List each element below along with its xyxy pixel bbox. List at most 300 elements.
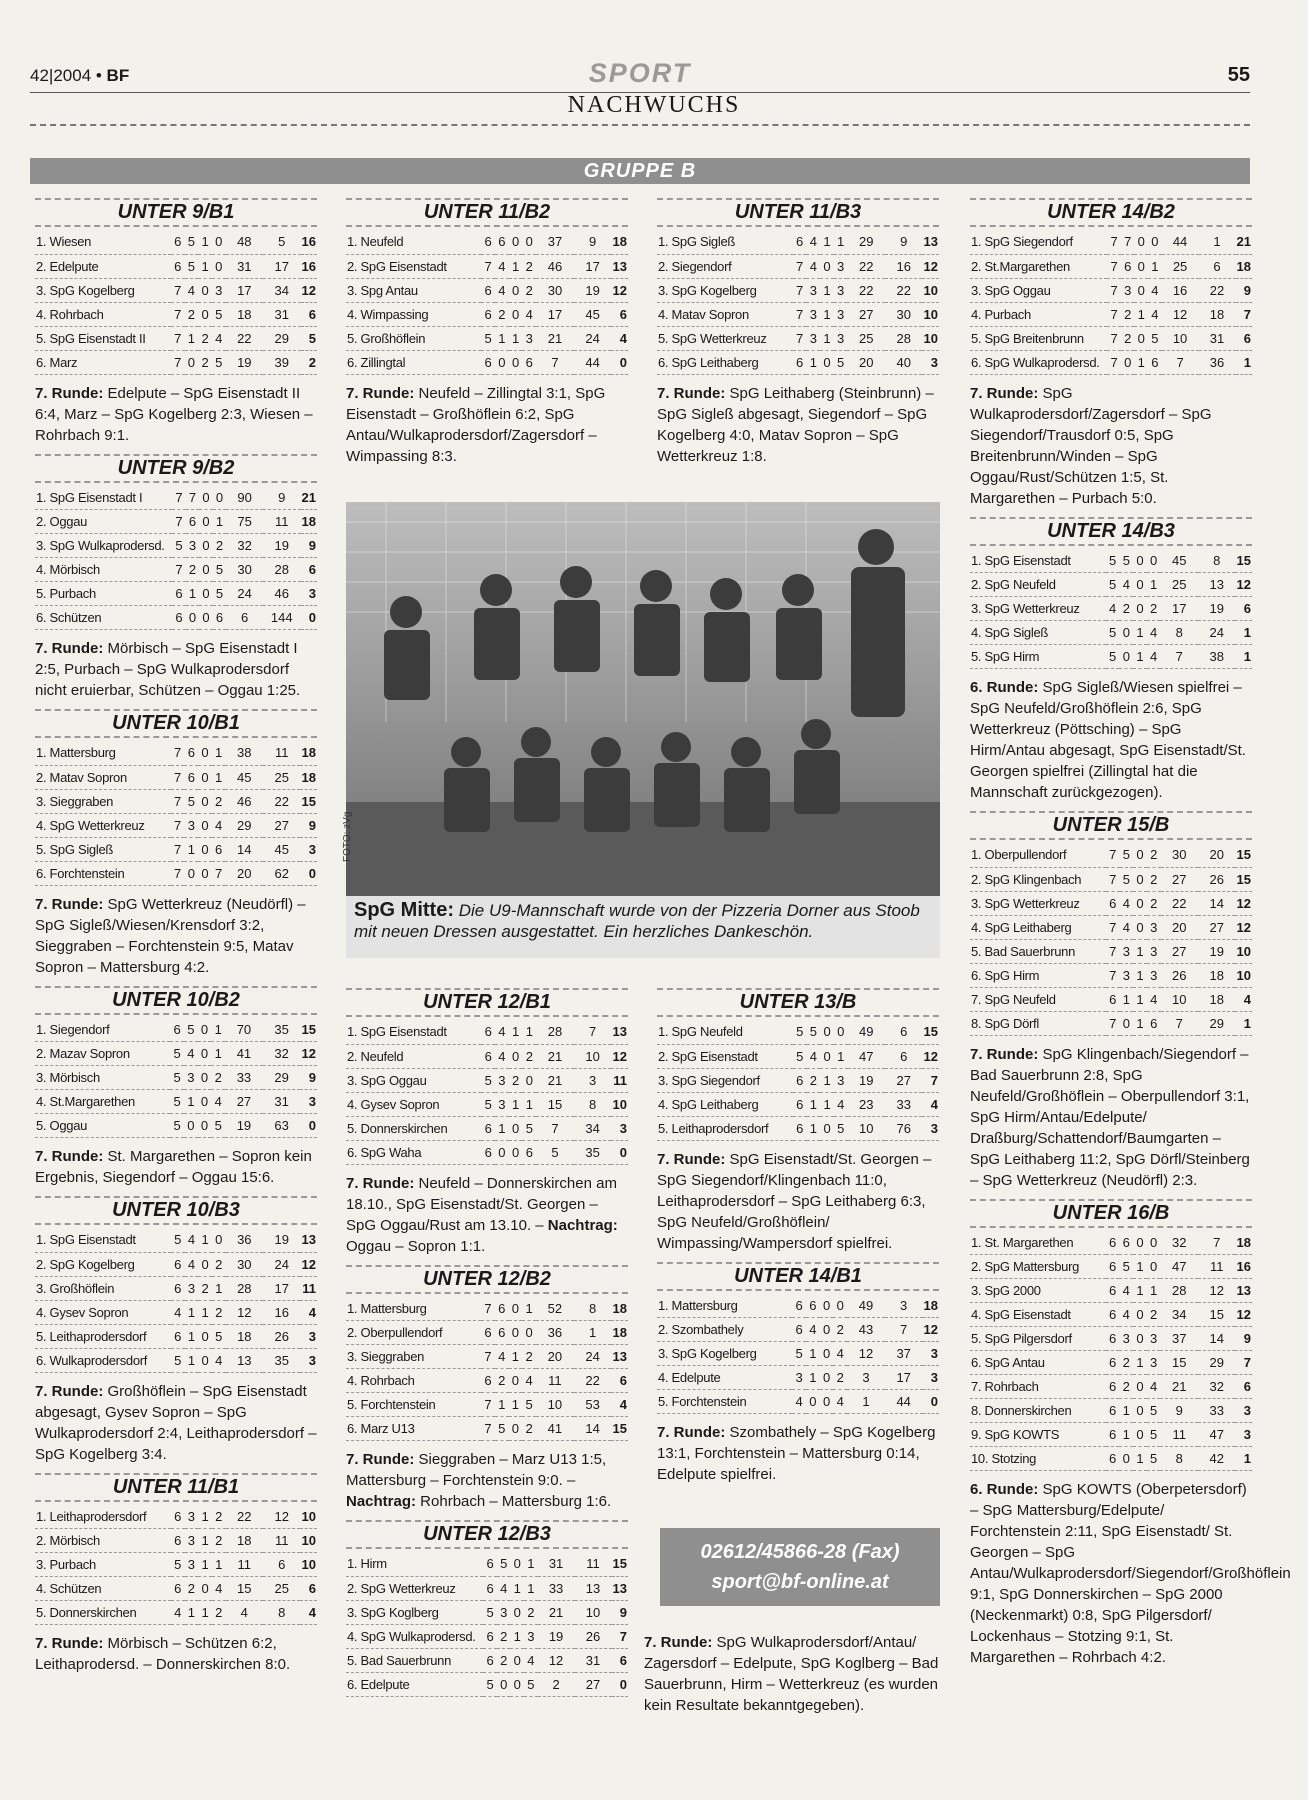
games: 5 [172,534,186,558]
goals-for: 11 [226,1553,263,1577]
team-name: 1. Wiesen [35,230,171,254]
table-row [35,1228,317,1252]
goals-for: 33 [538,1576,575,1600]
draws: 1 [509,1345,523,1369]
team-name: 1. SpG Eisenstadt [346,1020,481,1044]
points: 3 [300,1090,317,1114]
games: 6 [1106,1375,1120,1399]
team-name: 5. SpG Pilgersdorf [970,1327,1106,1351]
games: 5 [171,1553,185,1577]
standings-table [970,549,1252,670]
wins: 4 [806,254,820,278]
results-text [657,383,939,467]
goals-for: 23 [848,1092,885,1116]
points: 1 [1235,1447,1252,1471]
goals-against: 19 [263,534,301,558]
losses: 1 [212,1276,226,1300]
draws: 0 [198,1066,212,1090]
table-row [35,558,317,582]
goals-for: 10 [536,1393,574,1417]
table-row [970,1423,1252,1447]
points: 16 [1235,1255,1252,1279]
league-block [35,986,317,1189]
results-text [35,1633,317,1675]
standings-table [346,1297,628,1442]
draws: 0 [199,534,213,558]
standings-table [35,1018,317,1139]
points: 21 [301,486,318,510]
points: 3 [300,837,317,861]
games: 6 [171,1505,185,1529]
team-name: 5. Leithaprodersdorf [35,1324,171,1348]
subsection-title: NACHWUCHS [567,92,741,118]
points: 4 [611,1393,628,1417]
goals-against: 9 [574,230,612,254]
round-label: 7. Runde: [346,384,415,402]
goals-against: 47 [1198,1423,1236,1447]
table-row [657,1342,939,1366]
table-row [657,254,939,278]
points: 10 [1235,963,1252,987]
goals-against: 29 [1198,1351,1236,1375]
points: 11 [611,1068,628,1092]
table-row [970,867,1252,891]
contact-email[interactable]: sport@bf-online.at [711,1571,889,1593]
team-name: 3. SpG Kogelberg [657,1342,792,1366]
goals-for: 32 [1160,1231,1198,1255]
draws: 0 [1133,1399,1147,1423]
table-row [657,1390,939,1414]
draws: 0 [198,861,212,885]
league-block [657,1262,939,1486]
results-text [35,638,317,701]
goals-for: 17 [226,278,263,302]
draws: 1 [820,302,834,326]
table-row [35,1553,317,1577]
table-row [657,1366,939,1390]
games: 3 [792,1366,806,1390]
games: 7 [171,741,185,765]
wins: 0 [184,861,198,885]
draws: 0 [1133,1423,1147,1447]
wins: 5 [1120,867,1134,891]
league-block [970,811,1252,1191]
table-row [346,326,628,350]
goals-for: 18 [226,302,263,326]
draws: 0 [509,1297,523,1321]
games: 7 [171,765,185,789]
results-body: SpG Sigleß/Wiesen spielfrei – SpG Neufeld/Großhöflein 2:6, SpG Wetterkreuz (Pöttsching) – SpG Hirm/Antau abgesagt, SpG Eisenstadt/St. Georgen spielfrei (Zillingtal hat die Mannschaft zurückgezogen). [970,679,1246,801]
losses: 0 [212,1228,226,1252]
standings-table [35,1505,317,1626]
goals-for: 7 [536,1116,574,1140]
goals-for: 5 [536,1140,574,1164]
round-label: 7. Runde: [657,1150,726,1168]
results-body: SpG Wulkaprodersdorf/Zagersdorf – SpG Siegendorf/Trausdorf 0:5, SpG Breitenbrunn/Winden – SpG Oggau/Rust/Schützen 1:5, St. Margarethen – Purbach 5:0. [970,384,1212,507]
wins: 6 [184,741,198,765]
goals-against: 27 [1198,915,1235,939]
points: 12 [300,1252,317,1276]
points: 18 [611,230,628,254]
wins: 3 [1120,939,1134,963]
games: 7 [1106,1011,1120,1035]
games: 6 [483,1624,497,1648]
results-body: SpG KOWTS (Oberpetersdorf) – SpG Mattersburg/Edelpute/ Forchtenstein 2:11, SpG Eisenstadt/ St. Georgen – SpG Antau/Wulkaprodersdorf/Siegendorf/Großhöflein 9:1, SpG Donnerskirchen – SpG 2000 (Neckenmarkt) 0:8, SpG Pilgersdorf/ Lockenhaus – Stotzing 9:1, St. Margarethen – Rohrbach 4:2. [970,1481,1291,1666]
wins: 5 [184,789,198,813]
losses: 1 [522,1297,536,1321]
goals-for: 11 [1160,1423,1198,1447]
draws: 0 [198,1324,212,1348]
goals-against: 53 [574,1393,612,1417]
league-title: UNTER 11/B2 [346,198,628,227]
wins: 1 [185,1300,199,1324]
losses: 1 [212,741,226,765]
points: 12 [922,254,939,278]
losses: 2 [1147,1303,1161,1327]
wins: 5 [1120,843,1134,867]
round-label: 7. Runde: [970,384,1039,402]
table-row [35,350,317,374]
games: 5 [1106,621,1120,645]
goals-against: 39 [263,350,300,374]
results-text [657,1149,939,1254]
goals-against: 28 [263,558,301,582]
team-name: 4. Schützen [35,1577,171,1601]
games: 7 [481,1345,495,1369]
goals-against: 22 [263,789,301,813]
team-name: 2. Mörbisch [35,1529,171,1553]
goals-for: 12 [538,1648,575,1672]
wins: 2 [495,1369,509,1393]
wins: 5 [1119,549,1133,573]
results-text [35,383,317,446]
goals-against: 45 [263,837,301,861]
games: 4 [171,1300,185,1324]
goals-for: 30 [1161,843,1198,867]
losses: 1 [522,1020,536,1044]
league-block [346,988,628,1257]
goals-against: 24 [1198,621,1236,645]
goals-against: 17 [263,1276,300,1300]
table-row [35,765,317,789]
games: 5 [1106,549,1120,573]
results-body: SpG Wetterkreuz (Neudörfl) – SpG Sigleß/Wiesen/Krensdorf 3:2, Sieggraben – Forchtenstein 9:5, Matav Sopron – Mattersburg 4:2. [35,895,306,976]
points: 15 [612,1552,629,1576]
team-name: 6. Marz [35,350,171,374]
wins: 5 [184,1018,198,1042]
games: 6 [171,1577,185,1601]
points: 0 [300,1114,317,1138]
team-name: 2. Neufeld [346,1044,481,1068]
draws: 1 [1133,1255,1147,1279]
wins: 1 [1119,1423,1133,1447]
goals-against: 6 [1199,254,1236,278]
draws: 1 [509,254,523,278]
draws: 1 [510,1624,524,1648]
points: 0 [611,350,628,374]
losses: 3 [524,1624,538,1648]
losses: 0 [833,1294,847,1318]
points: 13 [611,1020,628,1044]
table-row [35,1348,317,1372]
wins: 4 [497,1576,511,1600]
team-name: 5. SpG Hirm [970,645,1106,669]
games: 7 [1106,867,1120,891]
goals-against: 20 [1198,843,1235,867]
standings-table [657,1294,939,1415]
goals-against: 9 [885,230,923,254]
losses: 1 [834,1044,848,1068]
draws: 0 [509,1369,523,1393]
losses: 4 [211,1090,225,1114]
team-name: 3. SpG Wetterkreuz [970,891,1106,915]
table-row [346,1020,628,1044]
points: 0 [612,1672,629,1696]
goals-against: 14 [574,1417,612,1441]
team-name: 1. St. Margarethen [970,1231,1106,1255]
league-block [35,709,317,978]
points: 9 [1236,278,1253,302]
draws: 0 [820,1390,834,1414]
team-name: 9. SpG KOWTS [970,1423,1106,1447]
games: 7 [172,486,186,510]
team-name: 5. SpG Eisenstadt II [35,326,171,350]
page-number: 55 [1227,64,1250,86]
table-row [346,1044,628,1068]
goals-for: 22 [226,1505,263,1529]
losses: 1 [211,1042,225,1066]
results-text [346,383,628,467]
results-text [35,1146,317,1188]
points: 13 [612,1576,629,1600]
contact-fax[interactable]: 02612/45866-28 (Fax) [700,1541,900,1563]
goals-for: 8 [1160,621,1198,645]
draws: 0 [199,486,213,510]
points: 10 [611,1092,628,1116]
league-block [970,198,1252,509]
table-row [970,1399,1252,1423]
goals-for: 12 [847,1342,885,1366]
goals-for: 46 [225,789,263,813]
games: 7 [793,254,807,278]
wins: 0 [184,1114,198,1138]
losses: 2 [1147,597,1161,621]
draws: 0 [1133,1231,1147,1255]
games: 6 [1106,1399,1120,1423]
team-name: 8. SpG Dörfl [970,1011,1106,1035]
points: 18 [1236,254,1253,278]
losses: 5 [1147,1399,1161,1423]
goals-for: 37 [1160,1327,1198,1351]
goals-for: 17 [536,302,574,326]
wins: 2 [497,1624,511,1648]
losses: 3 [1147,915,1161,939]
wins: 1 [806,350,820,374]
league-block [35,454,317,702]
points: 15 [300,1018,317,1042]
games: 5 [171,1228,185,1252]
draws: 1 [820,1068,834,1092]
draws: 0 [1134,278,1148,302]
team-name: 3. Großhöflein [35,1276,171,1300]
goals-for: 36 [536,1321,574,1345]
losses: 4 [212,1577,226,1601]
wins: 0 [806,1390,820,1414]
games: 7 [793,278,807,302]
wins: 4 [1119,573,1133,597]
goals-for: 19 [848,1068,885,1092]
results-body: Neufeld – Zillingtal 3:1, SpG Eisenstadt – Großhöflein 6:2, SpG Antau/Wulkaprodersdorf/Zagersdorf – Wimpassing 8:3. [346,384,606,465]
losses: 4 [834,1092,848,1116]
losses: 0 [212,254,226,278]
goals-against: 22 [885,278,923,302]
goals-for: 20 [1161,915,1198,939]
league-block [35,1196,317,1465]
team-name: 10. Stotzing [970,1447,1106,1471]
round-label: 6. Runde: [970,679,1039,696]
round-label: 7. Runde: [346,1174,415,1192]
standings-table [970,843,1252,1036]
losses: 1 [1148,254,1162,278]
round-label: 6. Runde: [970,1481,1039,1498]
wins: 1 [184,1090,198,1114]
table-row [35,1042,317,1066]
points: 13 [1235,1279,1252,1303]
games: 6 [172,606,186,630]
photo-caption [346,896,940,958]
points: 13 [611,254,628,278]
points: 0 [923,1390,939,1414]
draws: 0 [1133,843,1147,867]
losses: 5 [1147,1423,1161,1447]
goals-for: 25 [1160,573,1198,597]
team-name: 1. Neufeld [346,230,481,254]
goals-for: 22 [226,326,263,350]
wins: 0 [186,606,200,630]
draws: 1 [509,1393,523,1417]
goals-for: 28 [536,1020,574,1044]
losses: 0 [1147,1231,1161,1255]
draws: 1 [1134,350,1148,374]
games: 7 [1106,939,1120,963]
results-body: SpG Wulkaprodersdorf/Antau/ Zagersdorf – Edelpute, SpG Koglberg – Bad Sauerbrunn, Hirm – Wetterkreuz (es wurden kein Resultate bekanntgegeben). [644,1634,939,1714]
games: 7 [1107,302,1121,326]
points: 18 [300,765,317,789]
wins: 1 [495,1393,509,1417]
games: 5 [481,1068,495,1092]
wins: 2 [1119,1375,1133,1399]
standings-table [657,1020,939,1141]
goals-for: 44 [1162,230,1199,254]
goals-against: 19 [1198,597,1236,621]
photo-credit: FOTO: zVg [342,811,353,862]
team-name: 6. SpG Waha [346,1140,481,1164]
table-row [346,1140,628,1164]
results-body: Großhöflein – SpG Eisenstadt abgesagt, Gysev Sopron – SpG Wulkaprodersdorf 2:4, Leithaprodersdorf – SpG Kogelberg 3:4. [35,1382,317,1463]
wins: 3 [1120,963,1134,987]
goals-against: 11 [263,741,301,765]
table-row [346,1600,628,1624]
losses: 4 [522,1369,536,1393]
games: 6 [481,1044,495,1068]
goals-for: 28 [1160,1279,1198,1303]
goals-against: 16 [263,1300,300,1324]
draws: 0 [1133,1375,1147,1399]
losses: 6 [213,606,227,630]
goals-for: 21 [538,1600,575,1624]
goals-for: 31 [226,254,263,278]
table-row [35,1577,317,1601]
points: 9 [301,534,318,558]
wins: 2 [186,558,200,582]
team-name: 3. SpG Wulkaprodersd. [35,534,172,558]
games: 5 [481,1092,495,1116]
goals-against: 24 [263,1252,300,1276]
games: 7 [171,326,185,350]
league-title: UNTER 12/B3 [346,1520,628,1549]
draws: 0 [198,813,212,837]
games: 7 [1106,843,1120,867]
table-row [970,326,1252,350]
wins: 2 [1121,326,1135,350]
table-row [970,915,1252,939]
goals-against: 37 [885,1342,923,1366]
league-block [970,1199,1291,1669]
column-1 [35,198,317,1683]
goals-for: 90 [226,486,263,510]
draws: 0 [198,1348,212,1372]
column-3 [657,198,939,475]
goals-for: 2 [538,1672,575,1696]
draws: 1 [198,1228,212,1252]
games: 6 [483,1576,497,1600]
contact-box [660,1528,940,1606]
points: 10 [922,326,939,350]
team-name: 1. SpG Eisenstadt I [35,486,172,510]
draws: 1 [198,1505,212,1529]
team-name: 5. Donnerskirchen [346,1116,481,1140]
games: 7 [172,558,186,582]
column-2 [346,198,628,475]
draws: 1 [1134,302,1148,326]
points: 12 [1235,1303,1252,1327]
goals-for: 20 [847,350,885,374]
draws: 1 [1133,1447,1147,1471]
goals-for: 27 [1161,867,1198,891]
goals-against: 1 [574,1321,612,1345]
draws: 0 [820,1318,834,1342]
standings-table [970,230,1252,375]
losses: 1 [524,1552,538,1576]
draws: 1 [198,230,212,254]
games: 5 [483,1600,497,1624]
losses: 4 [1147,645,1161,669]
league-title: UNTER 9/B1 [35,198,317,227]
draws: 0 [820,1366,834,1390]
table-row [35,582,317,606]
team-name: 2. Oggau [35,510,172,534]
games: 5 [171,1348,185,1372]
goals-for: 19 [226,350,263,374]
losses: 2 [522,1044,536,1068]
draws: 0 [509,230,523,254]
goals-against: 30 [885,302,923,326]
table-row [657,1318,939,1342]
goals-for: 34 [1160,1303,1198,1327]
points: 6 [300,1577,317,1601]
goals-for: 45 [225,765,263,789]
goals-for: 52 [536,1297,574,1321]
